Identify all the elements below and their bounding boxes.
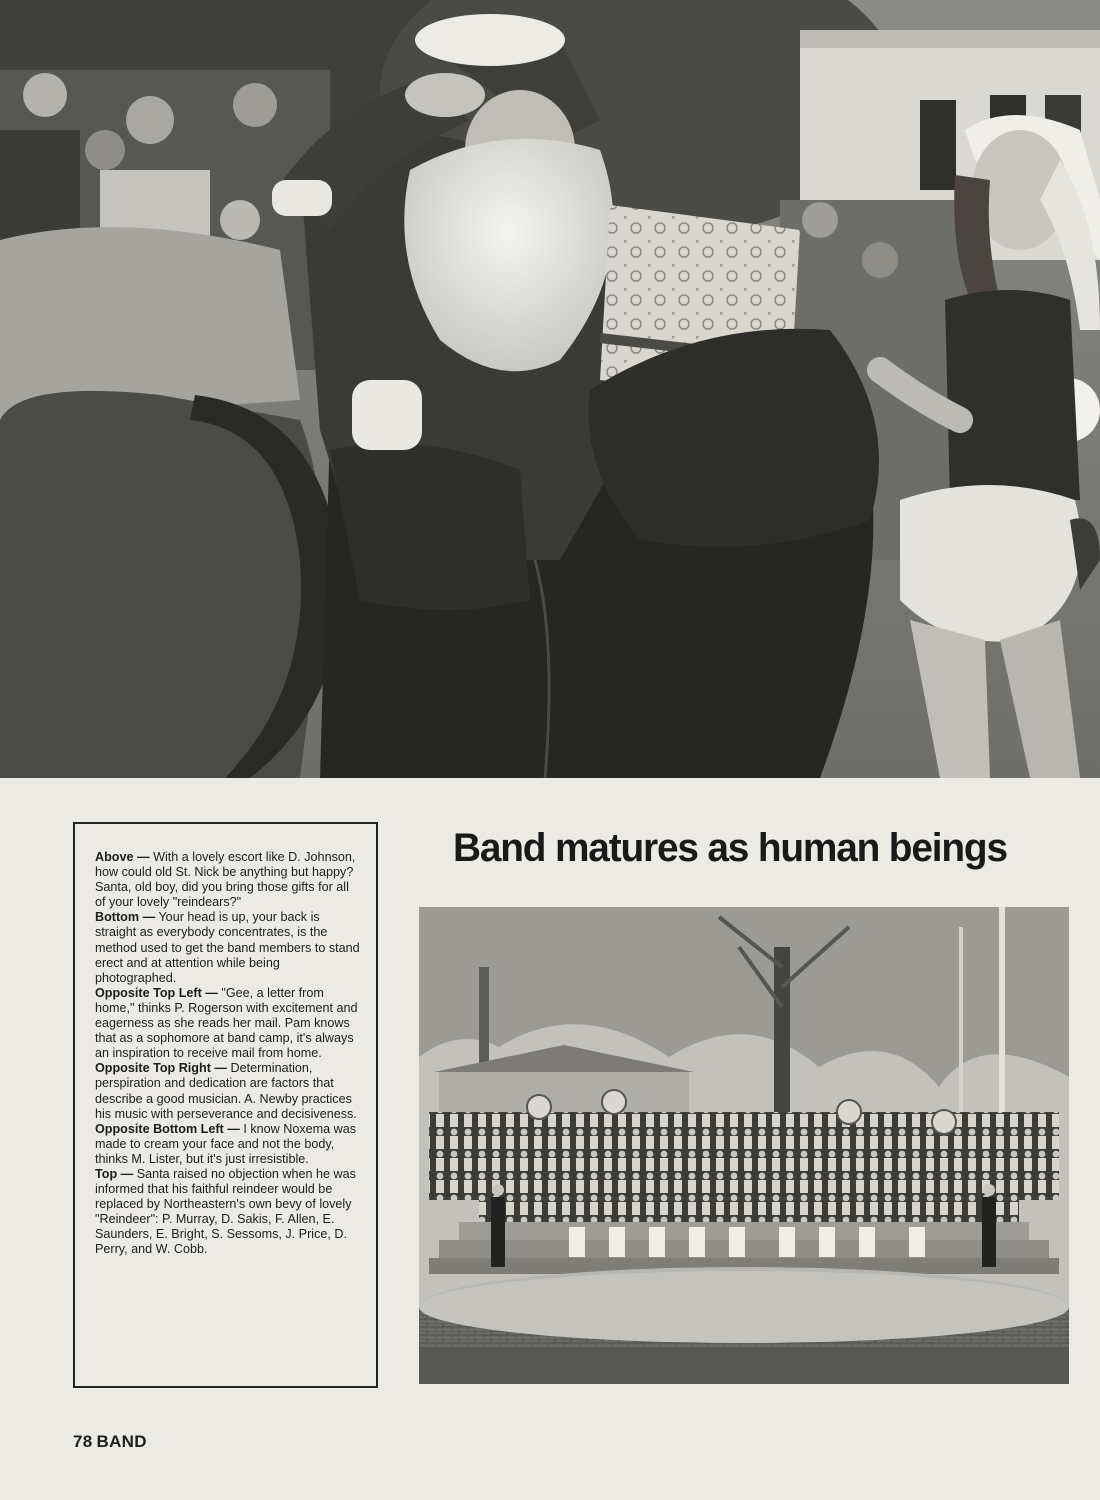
caption-text: I know Noxema was made to cream your face and not the body, thinks M. Lister, but it's just irresistible. <box>95 1121 357 1166</box>
caption-opposite-top-left <box>95 986 362 1061</box>
section-name: BAND <box>96 1432 147 1451</box>
page-number: 78 <box>73 1432 93 1451</box>
page-folio <box>73 1432 151 1452</box>
caption-bottom <box>95 910 362 985</box>
caption-label: Opposite Bottom Left — <box>95 1121 240 1136</box>
caption-text: "Gee, a letter from home," thinks P. Rogerson with excitement and eagerness as she reads her mail. Pam knows that as a sophomore at band camp, it's always an inspiration to receive mail from home. <box>95 985 358 1061</box>
caption-top <box>95 1167 362 1258</box>
caption-text: Santa raised no objection when he was informed that his faithful reindeer would be replaced by Northeastern's own bevy of lovely "Reindeer": P. Murray, D. Sakis, F. Allen, E. Saunders, E. Bright, S. Sessoms, J. Price, D. Perry, and W. Cobb. <box>95 1166 356 1257</box>
caption-label: Above — <box>95 850 150 864</box>
caption-text: With a lovely escort like D. Johnson, how could old St. Nick be anything but happy? Santa, old boy, did you bring those gifts for all of your lovely "reindears?" <box>95 850 356 910</box>
caption-label: Opposite Top Left — <box>95 985 218 1000</box>
caption-text: Your head is up, your back is straight as everybody concentrates, is the method used to get the band members to stand erect and at attention while being photographed. <box>95 910 360 985</box>
caption-opposite-bottom-left <box>95 1122 362 1167</box>
caption-label: Bottom — <box>95 910 156 925</box>
caption-opposite-top-right <box>95 1061 362 1121</box>
caption-label: Top — <box>95 1166 134 1181</box>
caption-text: Determination, perspiration and dedication are factors that describe a good musician. A. Newby practices his music with perseverance and decisiveness. <box>95 1061 357 1121</box>
band-group-photo <box>419 907 1069 1384</box>
caption-box <box>73 822 378 1388</box>
caption-above <box>95 850 362 910</box>
caption-label: Opposite Top Right — <box>95 1061 227 1076</box>
page-headline: Band matures as human beings <box>453 826 1007 870</box>
